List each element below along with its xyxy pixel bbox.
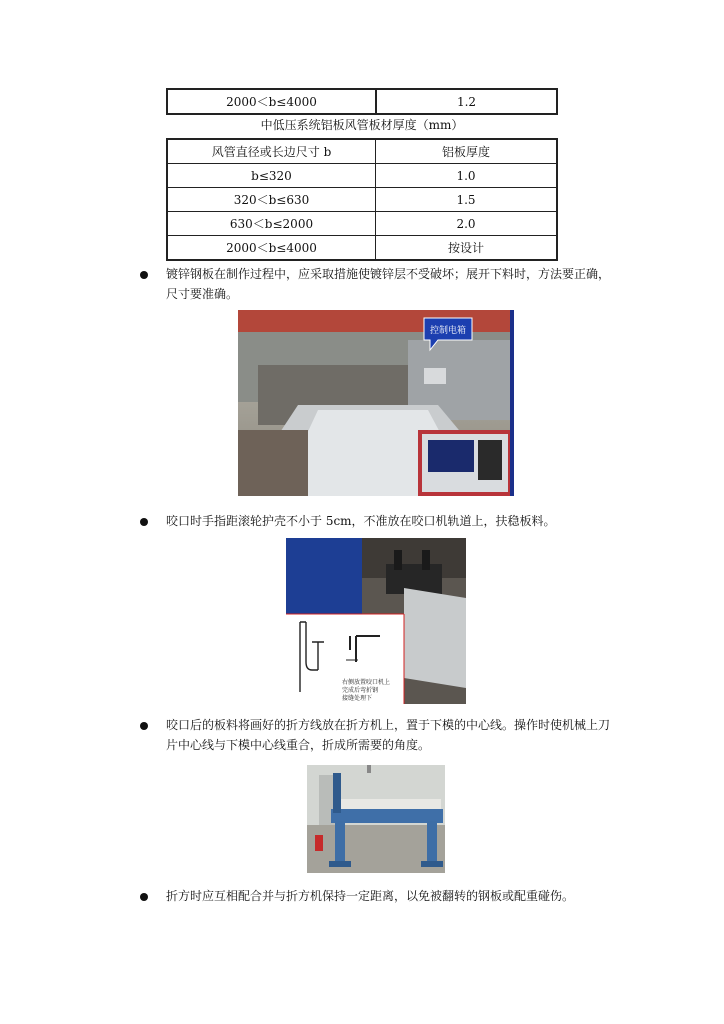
thickness-cell: 1.5 [376, 188, 558, 212]
bullet-dot-icon [140, 893, 148, 901]
header-size: 风管直径或长边尺寸 b [167, 139, 376, 164]
bullet-dot-icon [140, 271, 148, 279]
diagram-note-3: 接缝处理下 [342, 695, 373, 702]
bullet-text: 咬口后的板料将画好的折方线放在折方机上，置于下模的中心线。操作时使机械上刀片中心线与下模中心线重合，折成所需要的角度。 [166, 718, 611, 752]
diagram-note-2: 完成后弯折钢 [342, 687, 379, 694]
size-cell: 2000＜b≤4000 [167, 236, 376, 261]
table-header-row [167, 139, 557, 164]
bullet-dot-icon [140, 722, 148, 730]
size-cell: 630＜b≤2000 [167, 212, 376, 236]
table-row [167, 236, 557, 261]
bullet-dot-icon [140, 518, 148, 526]
seaming-machine-photo [286, 538, 466, 704]
thickness-cell: 1.0 [376, 164, 558, 188]
header-thickness: 铝板厚度 [376, 139, 558, 164]
bullet-text: 折方时应互相配合并与折方机保持一定距离，以免被翻转的钢板或配重碰伤。 [166, 889, 575, 903]
diagram-note-1: 右侧放置咬口机上 [342, 679, 391, 686]
bullet-text: 咬口时手指距滚轮护壳不小于 5cm，不准放在咬口机轨道上，扶稳板料。 [166, 514, 556, 528]
size-cell: b≤320 [167, 164, 376, 188]
callout-control-box: 控制电箱 [429, 326, 467, 336]
factory-photo-drawing [238, 310, 514, 496]
table-row [167, 164, 557, 188]
bullet-item [140, 715, 616, 755]
table-caption: 中低压系统铝板风管板材厚度（mm） [260, 118, 464, 132]
thickness-cell: 2.0 [376, 212, 558, 236]
thickness-cell: 按设计 [376, 236, 558, 261]
bullet-item [140, 511, 616, 531]
bullet-text: 镀锌钢板在制作过程中，应采取措施使镀锌层不受破坏；展开下料时，方法要正确，尺寸要准确。 [166, 267, 611, 301]
folding-photo-drawing [307, 765, 445, 873]
size-cell: 2000＜b≤4000 [167, 89, 376, 114]
table-row [167, 212, 557, 236]
aluminum-thickness-table [166, 138, 558, 261]
bullet-item [140, 886, 616, 906]
size-cell: 320＜b≤630 [167, 188, 376, 212]
folding-machine-photo [307, 765, 445, 873]
thickness-cell: 1.2 [376, 89, 557, 114]
seaming-photo-drawing [286, 538, 466, 704]
factory-shearing-line-photo [238, 310, 514, 496]
thickness-table-continued [166, 88, 558, 115]
table-row [167, 188, 557, 212]
bullet-item [140, 264, 616, 304]
table-row [167, 89, 557, 114]
